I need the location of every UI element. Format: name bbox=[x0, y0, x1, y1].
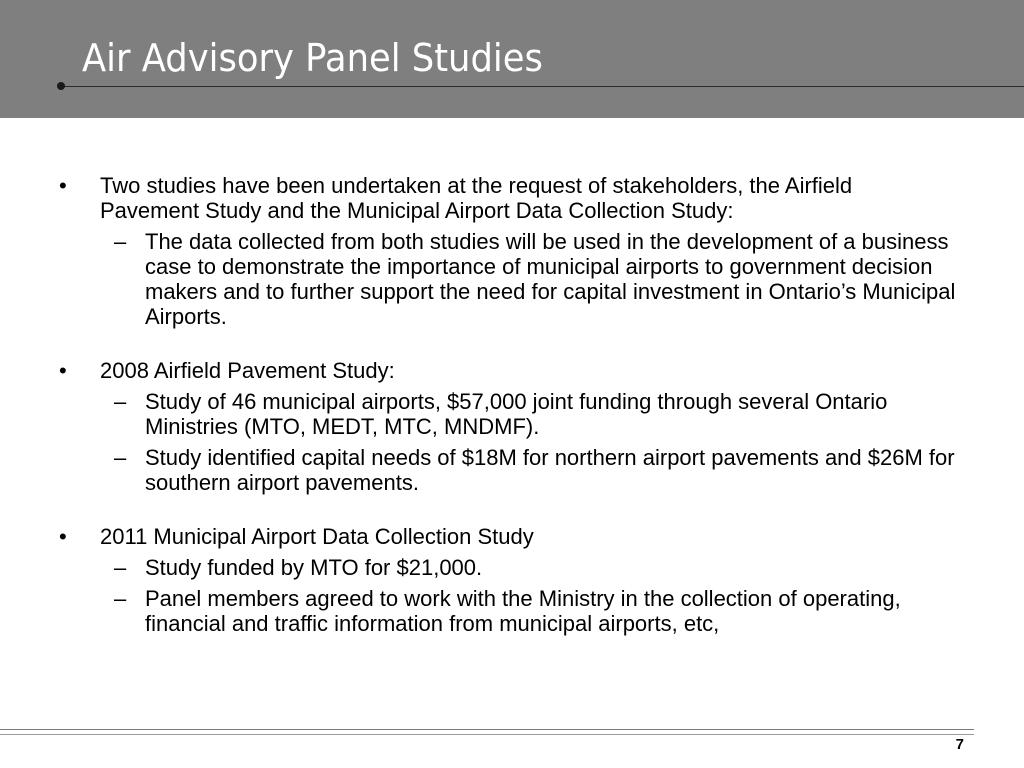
bullet-text: 2011 Municipal Airport Data Collection Study bbox=[100, 524, 534, 549]
sub-bullet-text: Study of 46 municipal airports, $57,000 joint funding through several Ontario Ministries (MTO, MEDT, MTC, MNDMF). bbox=[145, 389, 888, 439]
sub-bullet-item bbox=[0, 445, 960, 495]
sub-bullet-text: Study identified capital needs of $18M for northern airport pavements and $26M for southern airport pavements. bbox=[145, 445, 955, 495]
title-bar bbox=[0, 0, 1024, 118]
page-number: 7 bbox=[955, 736, 964, 753]
slide-title: Air Advisory Panel Studies bbox=[82, 36, 543, 80]
bullet-item bbox=[0, 358, 900, 383]
bullet-marker: • bbox=[59, 173, 67, 198]
sub-bullet-item bbox=[0, 229, 960, 329]
dash-marker: – bbox=[114, 229, 127, 254]
dash-marker: – bbox=[114, 586, 127, 611]
dash-marker: – bbox=[114, 389, 127, 414]
bullet-text: 2008 Airfield Pavement Study: bbox=[100, 358, 395, 383]
sub-bullet-text: Panel members agreed to work with the Ministry in the collection of operating, financial and traffic information from municipal airports, etc, bbox=[145, 586, 901, 636]
bullet-text: Two studies have been undertaken at the request of stakeholders, the Airfield Pavement Study and the Municipal Airport Data Collection Study: bbox=[100, 173, 853, 223]
sub-bullet-item bbox=[0, 555, 960, 580]
bullet-item bbox=[0, 524, 900, 549]
sub-bullet-text: The data collected from both studies will be used in the development of a business case to demonstrate the importance of municipal airports to government decision makers and to further support the need for capital investment in Ontario’s Municipal Airports. bbox=[145, 229, 956, 329]
footer-rule bbox=[0, 734, 974, 735]
sub-bullet-text: Study funded by MTO for $21,000. bbox=[145, 555, 483, 580]
sub-bullet-item bbox=[0, 389, 960, 439]
bullet-marker: • bbox=[59, 358, 67, 383]
sub-bullet-item bbox=[0, 586, 960, 636]
title-rule-dot bbox=[57, 82, 65, 90]
title-underline bbox=[62, 86, 1024, 87]
dash-marker: – bbox=[114, 445, 127, 470]
footer-rule bbox=[0, 729, 974, 730]
slide-body bbox=[0, 173, 1024, 636]
dash-marker: – bbox=[114, 555, 127, 580]
bullet-marker: • bbox=[59, 524, 67, 549]
bullet-item bbox=[0, 173, 900, 223]
